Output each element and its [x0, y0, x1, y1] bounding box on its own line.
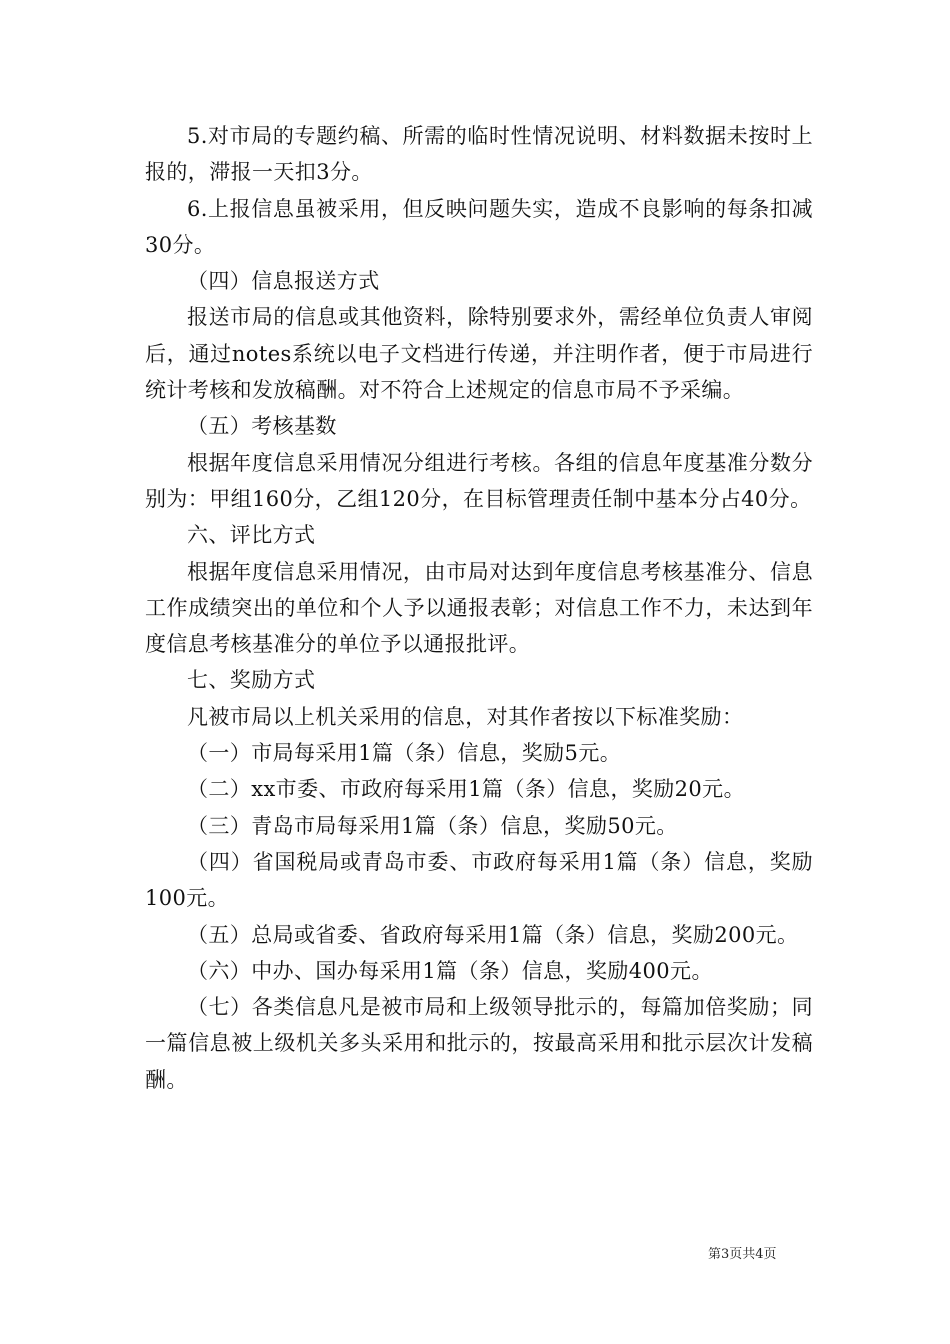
- page-number-footer: 第3页共4页: [708, 1247, 777, 1262]
- section-heading-reward-method: 七、奖励方式: [187, 668, 316, 693]
- section-heading-assessment-base: （五）考核基数: [187, 414, 337, 439]
- reward-item-5: （五）总局或省委、省政府每采用1篇（条）信息，奖励200元。: [187, 922, 799, 947]
- reward-item-3: （三）青岛市局每采用1篇（条）信息，奖励50元。: [187, 813, 678, 838]
- document-body: [145, 118, 813, 1098]
- reward-item-7: （七）各类信息凡是被市局和上级领导批示的，每篇加倍奖励；同一篇信息被上级机关多头采用和批示的，按最高采用和批示层次计发稿酬。: [145, 995, 813, 1092]
- section-heading-info-submission: （四）信息报送方式: [187, 269, 380, 294]
- reward-item-2: （二）xx市委、市政府每采用1篇（条）信息，奖励20元。: [187, 777, 745, 802]
- paragraph-info-submission: 报送市局的信息或其他资料，除特别要求外，需经单位负责人审阅后，通过notes系统以电子文档进行传递，并注明作者，便于市局进行统计考核和发放稿酬。对不符合上述规定的信息市局不予采编。: [145, 305, 813, 403]
- paragraph-item-5: 5.对市局的专题约稿、所需的临时性情况说明、材料数据未按时上报的，滞报一天扣3分。: [145, 124, 813, 185]
- reward-item-4: （四）省国税局或青岛市委、市政府每采用1篇（条）信息，奖励100元。: [145, 849, 813, 911]
- paragraph-assessment-base: 根据年度信息采用情况分组进行考核。各组的信息年度基准分数分别为：甲组160分，乙组120分，在目标管理责任制中基本分占40分。: [145, 450, 813, 511]
- section-heading-evaluation-method: 六、评比方式: [187, 523, 316, 548]
- reward-item-1: （一）市局每采用1篇（条）信息，奖励5元。: [187, 741, 622, 766]
- paragraph-item-6: 6.上报信息虽被采用，但反映问题失实，造成不良影响的每条扣减30分。: [145, 196, 813, 257]
- paragraph-reward-intro: 凡被市局以上机关采用的信息，对其作者按以下标准奖励：: [187, 704, 744, 729]
- reward-item-6: （六）中办、国办每采用1篇（条）信息，奖励400元。: [187, 958, 713, 983]
- paragraph-evaluation-method: 根据年度信息采用情况，由市局对达到年度信息考核基准分、信息工作成绩突出的单位和个人予以通报表彰；对信息工作不力，未达到年度信息考核基准分的单位予以通报批评。: [145, 559, 813, 657]
